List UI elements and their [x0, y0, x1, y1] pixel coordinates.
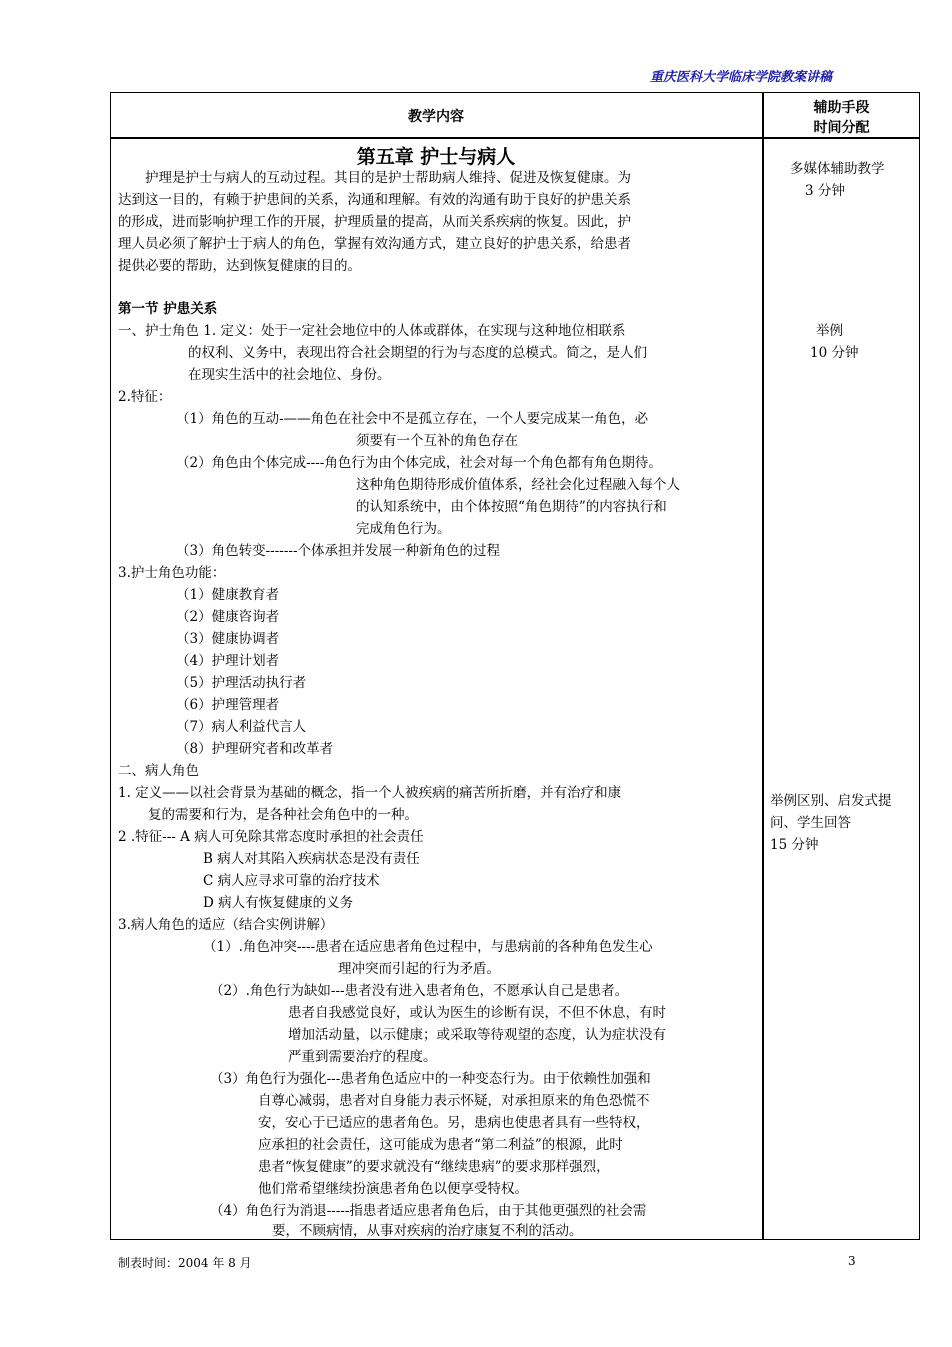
text-line: 要，不顾病情，从事对疾病的治疗康复不利的活动。: [272, 1223, 583, 1239]
text-line: （1）角色的互动-——角色在社会中不是孤立存在，一个人要完成某一角色，必: [176, 411, 649, 427]
page-number: 3: [848, 1254, 856, 1268]
column-divider: [762, 92, 764, 1240]
list-item: （7）病人利益代言人: [176, 719, 307, 735]
text-line: （1）.角色冲突----患者在适应患者角色过程中，与患病前的各种角色发生心: [203, 939, 653, 955]
text-line: 这种角色期待形成价值体系，经社会化过程融入每个人: [356, 477, 680, 493]
text-line: 应承担的社会责任，这可能成为患者“第二利益”的根源，此时: [258, 1137, 623, 1153]
side-note: 10 分钟: [810, 345, 859, 361]
text-line: 患者“恢复健康”的要求就没有“继续患病”的要求那样强烈，: [258, 1159, 610, 1175]
list-item: D 病人有恢复健康的义务: [203, 895, 354, 911]
footer-date: 制表时间：2004 年 8 月: [118, 1256, 252, 1270]
text-line: 3.病人角色的适应（结合实例讲解）: [118, 917, 334, 933]
side-note: 15 分钟: [770, 837, 819, 853]
list-item: （4）护理计划者: [176, 653, 280, 669]
text-line: 二、病人角色: [118, 763, 199, 779]
text-line: 须要有一个互补的角色存在: [356, 433, 518, 449]
chapter-title: 第五章 护士与病人: [356, 146, 516, 168]
text-line: 2 .特征--- A 病人可免除其常态度时承担的社会责任: [118, 829, 424, 845]
text-line: 自尊心减弱，患者对自身能力表示怀疑，对承担原来的角色恐慌不: [258, 1093, 650, 1109]
text-line: （2）.角色行为缺如---患者没有进入患者角色，不愿承认自己是患者。: [210, 983, 629, 999]
text-line: （3）角色转变-------个体承担并发展一种新角色的过程: [176, 543, 501, 559]
text-line: 患者自我感觉良好，或认为医生的诊断有误，不但不休息，有时: [288, 1005, 666, 1021]
section-title: 第一节 护患关系: [118, 301, 218, 317]
text-line: 一、护士角色 1. 定义：处于一定社会地位中的人体或群体，在实现与这种地位相联系: [118, 323, 626, 339]
column-header-content: 教学内容: [408, 109, 464, 125]
header-note: 重庆医科大学临床学院教案讲稿: [650, 70, 833, 85]
column-header-aids: 辅助手段: [813, 100, 870, 116]
text-line: 理人员必须了解护士于病人的角色，掌握有效沟通方式，建立良好的护患关系，给患者: [118, 236, 631, 252]
text-line: 1. 定义——以社会背景为基础的概念，指一个人被疾病的痛苦所折磨，并有治疗和康: [118, 785, 622, 801]
list-item: （5）护理活动执行者: [176, 675, 307, 691]
list-item: （1）健康教育者: [176, 587, 280, 603]
text-line: 的权利、义务中，表现出符合社会期望的行为与态度的总模式。简之，是人们: [188, 345, 647, 361]
text-line: 严重到需要治疗的程度。: [288, 1049, 437, 1065]
side-note: 举例区别、启发式提: [770, 793, 892, 809]
text-line: 的认知系统中，由个体按照“角色期待”的内容执行和: [356, 499, 667, 515]
text-line: 的形成，进而影响护理工作的开展，护理质量的提高，从而关系疾病的恢复。因此，护: [118, 214, 631, 230]
list-item: （3）健康协调者: [176, 631, 280, 647]
text-line: 安，安心于已适应的患者角色。另，患病也使患者具有一些特权，: [258, 1115, 650, 1131]
text-line: 提供必要的帮助，达到恢复健康的目的。: [118, 258, 361, 274]
header-divider: [110, 137, 920, 139]
text-line: 理冲突而引起的行为矛盾。: [338, 961, 500, 977]
side-note: 举例: [816, 323, 843, 339]
text-line: 3.护士角色功能：: [118, 565, 226, 581]
text-line: 完成角色行为。: [356, 521, 451, 537]
text-line: （2）角色由个体完成----角色行为由个体完成，社会对每一个角色都有角色期待。: [176, 455, 662, 471]
text-line: 达到这一目的，有赖于护患间的关系，沟通和理解。有效的沟通有助于良好的护患关系: [118, 192, 631, 208]
text-line: 他们常希望继续扮演患者角色以便享受特权。: [258, 1181, 528, 1197]
text-line: （4）角色行为消退-----指患者适应患者角色后，由于其他更强烈的社会需: [210, 1203, 647, 1219]
text-line: 在现实生活中的社会地位、身份。: [188, 367, 391, 383]
text-line: 2.特征：: [118, 389, 172, 405]
list-item: （6）护理管理者: [176, 697, 280, 713]
text-line: 护理是护士与病人的互动过程。其目的是护士帮助病人维持、促进及恢复健康。为: [118, 170, 631, 186]
side-note: 3 分钟: [805, 183, 845, 199]
list-item: C 病人应寻求可靠的治疗技术: [203, 873, 380, 889]
column-header-time: 时间分配: [813, 120, 870, 136]
text-line: （3）角色行为强化---患者角色适应中的一种变态行为。由于依赖性加强和: [210, 1071, 651, 1087]
list-item: （8）护理研究者和改革者: [176, 741, 334, 757]
text-line: 复的需要和行为，是各种社会角色中的一种。: [148, 807, 418, 823]
side-note: 多媒体辅助教学: [790, 161, 885, 177]
list-item: （2）健康咨询者: [176, 609, 280, 625]
side-note: 问、学生回答: [770, 815, 851, 831]
list-item: B 病人对其陷入疾病状态是没有责任: [203, 851, 420, 867]
text-line: 增加活动量，以示健康；或采取等待观望的态度，认为症状没有: [288, 1027, 666, 1043]
